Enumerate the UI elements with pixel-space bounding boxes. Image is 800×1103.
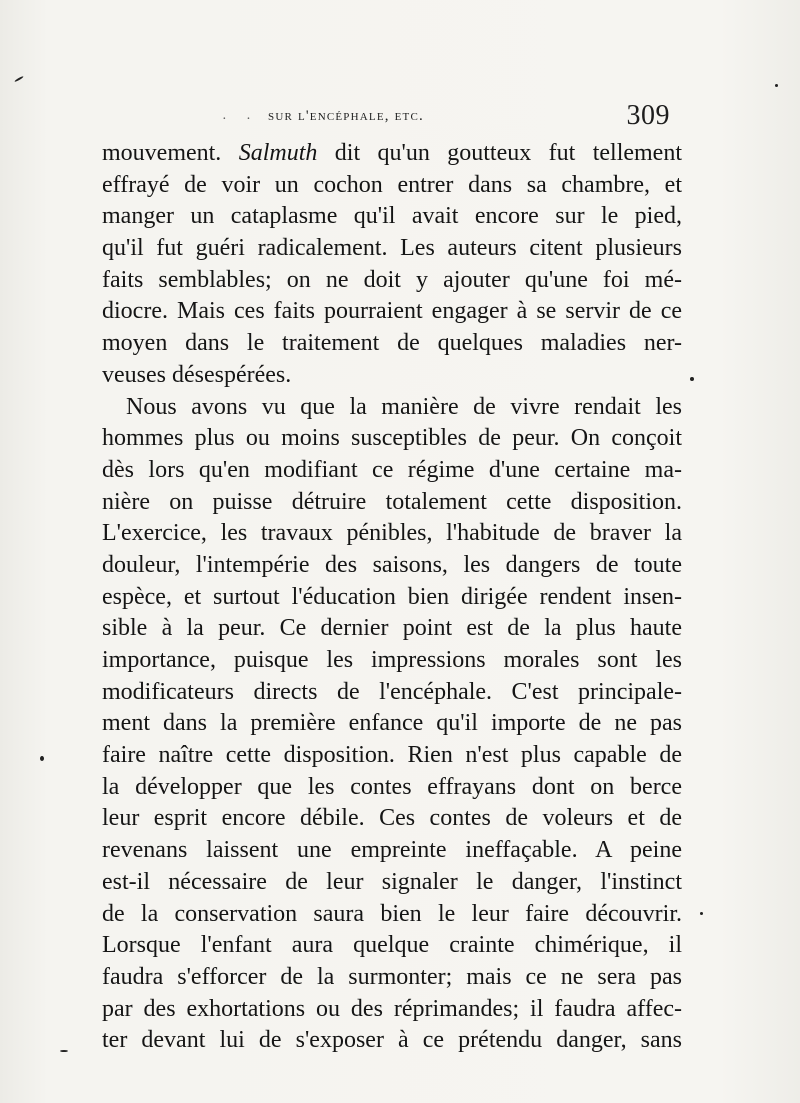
text-line: hommes plus ou moins susceptibles de peur. On conçoit — [102, 425, 682, 452]
text-line: faits semblables; on ne doit y ajouter qu'une foi mé- — [102, 266, 682, 293]
scan-speck — [14, 76, 24, 83]
scan-speck — [690, 377, 694, 381]
text-line: est-il nécessaire de leur signaler le danger, l'instinct — [102, 868, 682, 895]
page-header — [0, 100, 800, 140]
text-line: moyen dans le traitement de quelques maladies ner- — [102, 330, 682, 357]
text-line: revenans laissent une empreinte ineffaçable. A peine — [102, 837, 682, 864]
text-line: la développer que les contes effrayans dont on berce — [102, 773, 682, 800]
text-line: manger un cataplasme qu'il avait encore sur le pied, — [102, 203, 682, 230]
text-line: qu'il fut guéri radicalement. Les auteurs citent plusieurs — [102, 235, 682, 262]
text-line: ment dans la première enfance qu'il importe de ne pas — [102, 710, 682, 737]
scan-speck — [60, 1050, 68, 1052]
text-line: L'exercice, les travaux pénibles, l'habitude de braver la — [102, 520, 682, 547]
scan-speck — [775, 84, 778, 87]
text-line: importance, puisque les impressions morales sont les — [102, 647, 682, 673]
text-line: douleur, l'intempérie des saisons, les dangers de toute — [102, 551, 682, 578]
text-line: Lorsque l'enfant aura quelque crainte chimérique, il — [102, 932, 682, 959]
page-number: 309 — [626, 100, 670, 131]
text-line: par des exhortations ou des réprimandes; il faudra affec- — [102, 995, 682, 1022]
text-line: diocre. Mais ces faits pourraient engager à se servir de ce — [102, 298, 682, 325]
running-head: sur l'encéphale, etc. — [268, 108, 424, 124]
text-line: leur esprit encore débile. Ces contes de voleurs et de — [102, 805, 682, 832]
scan-speck — [700, 912, 703, 915]
text-line: effrayé de voir un cochon entrer dans sa chambre, et — [102, 171, 682, 198]
text-line: sible à la peur. Ce dernier point est de la plus haute — [102, 615, 682, 642]
text-line: veuses désespérées. — [102, 361, 292, 388]
text-line: de la conservation saura bien le leur faire découvrir. — [102, 900, 682, 927]
text-line: modificateurs directs de l'encéphale. C'est principale- — [102, 678, 682, 705]
text-line: faire naître cette disposition. Rien n'est plus capable de — [102, 742, 682, 769]
text-line: nière on puisse détruire totalement cette disposition. — [102, 488, 682, 515]
header-ornament-dots: · · — [222, 112, 259, 127]
text-line: mouvement. Salmuth dit qu'un goutteux fut tellement — [102, 140, 682, 166]
text-line: ter devant lui de s'exposer à ce prétendu danger, sans — [102, 1027, 682, 1054]
paragraph-start-line: Nous avons vu que la manière de vivre rendait les — [126, 393, 682, 420]
scan-speck — [40, 756, 44, 761]
text-line: espèce, et surtout l'éducation bien dirigée rendent insen- — [102, 583, 682, 610]
italic-name: Salmuth — [238, 140, 318, 166]
text-line: faudra s'efforcer de la surmonter; mais ce ne sera pas — [102, 963, 682, 990]
body-text — [102, 138, 682, 1057]
text-line: dès lors qu'en modifiant ce régime d'une certaine ma- — [102, 456, 682, 483]
